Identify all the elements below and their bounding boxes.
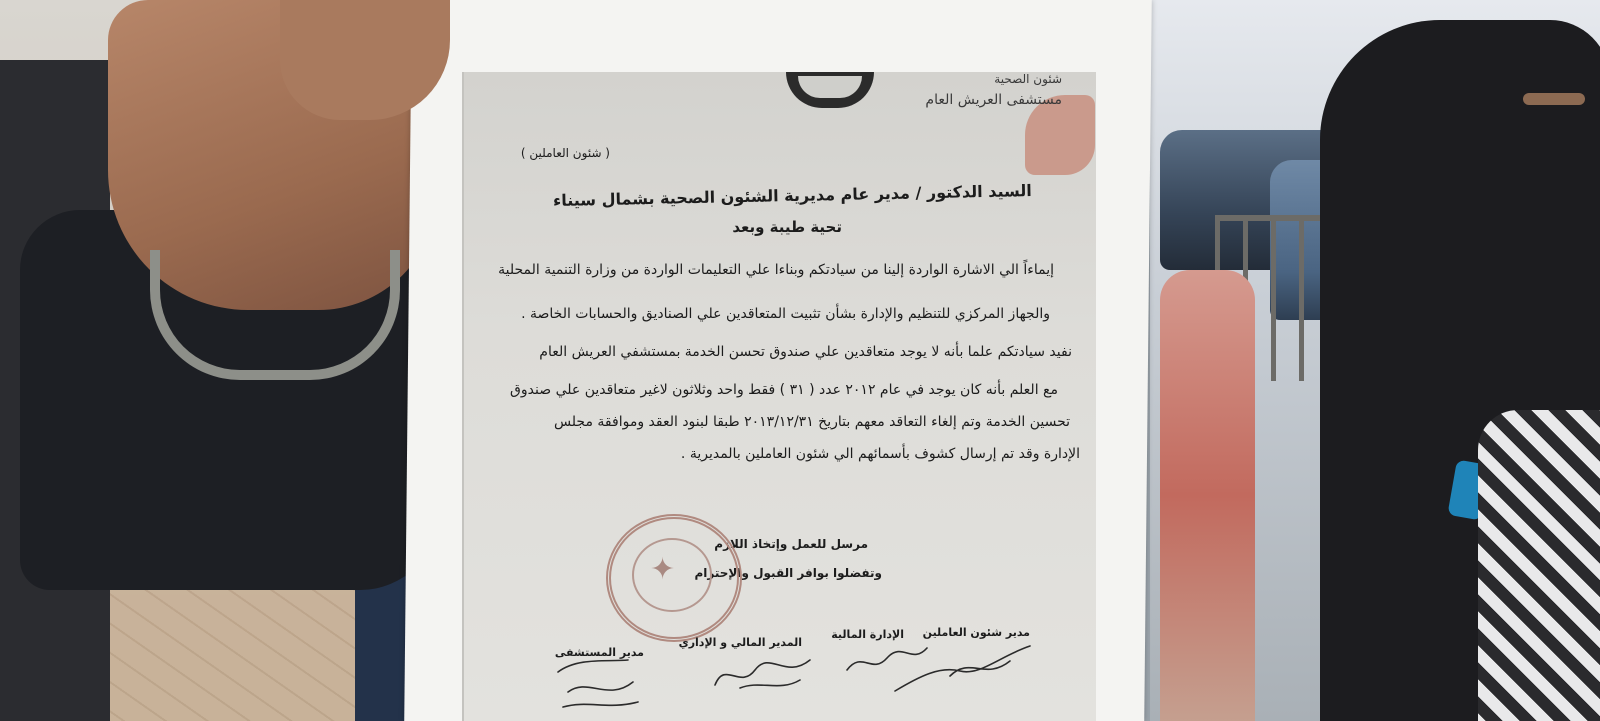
signature-finance-admin <box>710 650 820 695</box>
signature-finance <box>842 640 932 680</box>
closing-line-1: مرسل للعمل وإتخاذ اللازم <box>714 537 868 551</box>
org-header-line-1: شئون الصحية <box>994 72 1062 86</box>
org-header-line-2: مستشفى العريش العام <box>925 92 1062 108</box>
signatory-title: المدير المالي و الإداري <box>678 636 802 649</box>
body-line: نفيد سيادتكم علما بأنه لا يوجد متعاقدين علي صندوق تحسن الخدمة بمستشفي العريش العام <box>539 344 1072 360</box>
signatory-title: مدير المستشفى <box>554 646 644 659</box>
knit-cuff <box>150 250 400 380</box>
eagle-emblem-icon: ✦ <box>650 552 676 587</box>
person-in-pink <box>1160 270 1255 721</box>
body-line: الإدارة وقد تم إرسال كشوف بأسمائهم الي شئون العاملين بالمديرية . <box>680 446 1080 462</box>
department-tag: ( شئون العاملين ) <box>520 146 610 160</box>
signature-hospital-director <box>548 652 648 712</box>
signatory-title: مدير شئون العاملين <box>922 626 1030 639</box>
signatory-title: الإدارة المالية <box>831 628 904 641</box>
niqab-eye-slit <box>1523 93 1585 105</box>
body-line: مع العلم بأنه كان يوجد في عام ٢٠١٢ عدد ( ٣١ ) فقط واحد وثلاثون لاغير متعاقدين علي صندوق <box>510 382 1058 398</box>
greeting: تحية طيبة وبعد <box>732 218 842 236</box>
body-line: تحسين الخدمة وتم إلغاء التعاقد معهم بتاريخ ٢٠١٣/١٢/٣١ طبقا لبنود العقد وموافقة مجلس <box>553 414 1070 430</box>
body-line: إيماءاً الي الاشارة الواردة إلينا من سيادتكم وبناءا علي التعليمات الواردة من وزارة التنمية المحلية <box>498 262 1054 278</box>
plaid-garment <box>1478 410 1600 721</box>
addressee-line: السيد الدكتور / مدير عام مديرية الشئون الصحية بشمال سيناء <box>553 180 1033 211</box>
body-line: والجهاز المركزي للتنظيم والإدارة بشأن تثبيت المتعاقدين علي الصناديق والحسابات الخاصة . <box>521 306 1050 322</box>
closing-line-2: وتفضلوا بوافر القبول والإحترام <box>694 566 882 580</box>
